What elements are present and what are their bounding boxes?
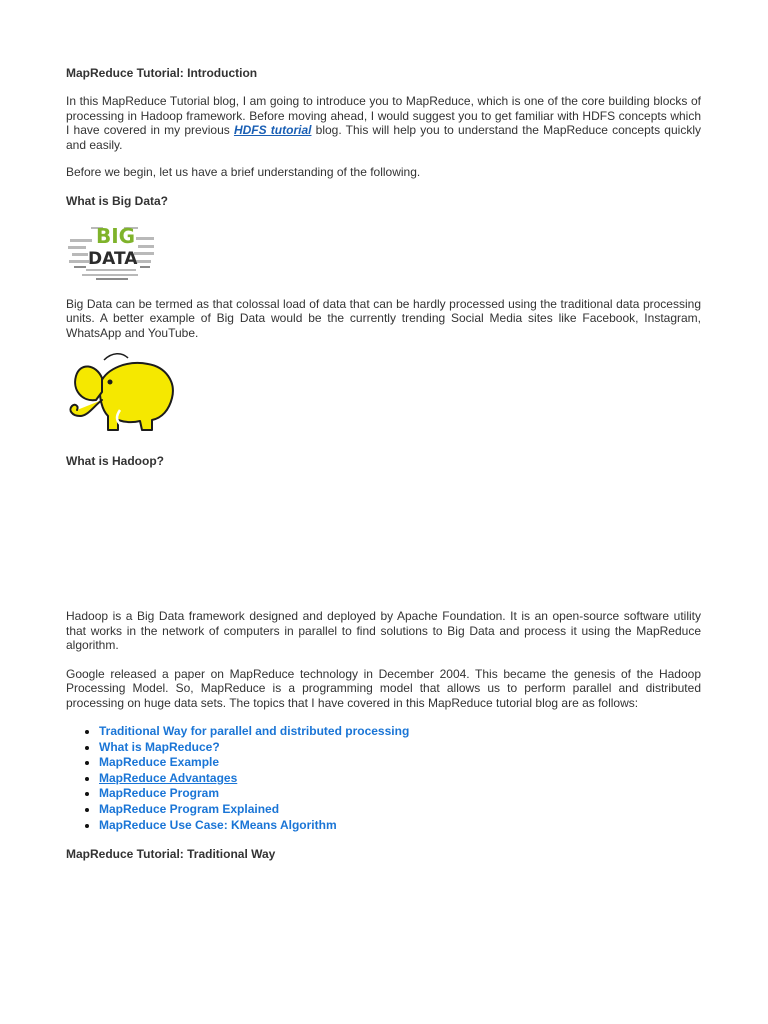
list-item bbox=[99, 771, 701, 787]
intro-text-after: blog. This will help you to understand the MapReduce concepts quickly and easily. bbox=[66, 123, 701, 152]
bigdata-image bbox=[66, 219, 701, 283]
topic-link-mapreduce-example[interactable]: MapReduce Example bbox=[99, 755, 220, 770]
data-text: DATA bbox=[88, 248, 138, 269]
bigdata-paragraph: Big Data can be termed as that colossal load of data that can be hardly processed using the traditional data processing units. A better example of Big Data would be the currently trending Social Media sites like Facebook, Instagram, WhatsApp and YouTube. bbox=[66, 296, 701, 340]
hadoop-elephant-image bbox=[66, 350, 178, 438]
big-text: BIG bbox=[96, 223, 136, 248]
list-item bbox=[99, 802, 701, 818]
list-item bbox=[99, 786, 701, 802]
topic-link-mapreduce-program[interactable]: MapReduce Program bbox=[99, 786, 220, 801]
intro-heading: MapReduce Tutorial: Introduction bbox=[66, 66, 258, 80]
topics-list bbox=[66, 724, 701, 833]
intro-paragraph bbox=[66, 94, 701, 152]
hadoop-paragraph: Hadoop is a Big Data framework designed and deployed by Apache Foundation. It is an open-source software utility that works in the network of computers in parallel to find solutions to Big Data and process it using the MapReduce algorithm. bbox=[66, 609, 701, 652]
traditional-way-heading: MapReduce Tutorial: Traditional Way bbox=[66, 847, 276, 862]
mapreduce-paragraph: Google released a paper on MapReduce technology in December 2004. This became the genesis of the Hadoop Processing Model. So, MapReduce is a programming model that allows us to perform parallel and distributed processing on huge data sets. The topics that I have covered in this MapReduce tutorial blog are as follows: bbox=[66, 666, 701, 710]
list-item bbox=[99, 818, 701, 834]
intro-text-before: In this MapReduce Tutorial blog, I am going to introduce you to MapReduce, which is one of the core building blocks of processing in Hadoop framework. Before moving ahead, I would suggest you to get familiar with HDFS concepts which I have covered in my previous bbox=[66, 94, 701, 137]
hadoop-logo bbox=[66, 350, 701, 438]
hdfs-tutorial-link[interactable]: HDFS tutorial bbox=[233, 123, 312, 137]
topic-link-mapreduce-advantages[interactable]: MapReduce Advantages bbox=[99, 770, 238, 785]
topic-link-kmeans-use-case[interactable]: MapReduce Use Case: KMeans Algorithm bbox=[99, 817, 337, 832]
intro-paragraph-2: Before we begin, let us have a brief understanding of the following. bbox=[66, 165, 421, 179]
bigdata-heading: What is Big Data? bbox=[66, 193, 169, 208]
topic-link-what-is-mapreduce[interactable]: What is MapReduce? bbox=[99, 739, 220, 754]
document-body bbox=[66, 66, 701, 861]
big-data-word-cloud-image bbox=[66, 219, 158, 283]
topic-link-traditional-way[interactable]: Traditional Way for parallel and distributed processing bbox=[99, 724, 410, 738]
topic-link-program-explained[interactable]: MapReduce Program Explained bbox=[99, 801, 280, 816]
list-item bbox=[99, 740, 701, 756]
list-item bbox=[99, 724, 701, 740]
hadoop-heading: What is Hadoop? bbox=[66, 454, 164, 468]
list-item bbox=[99, 755, 701, 771]
